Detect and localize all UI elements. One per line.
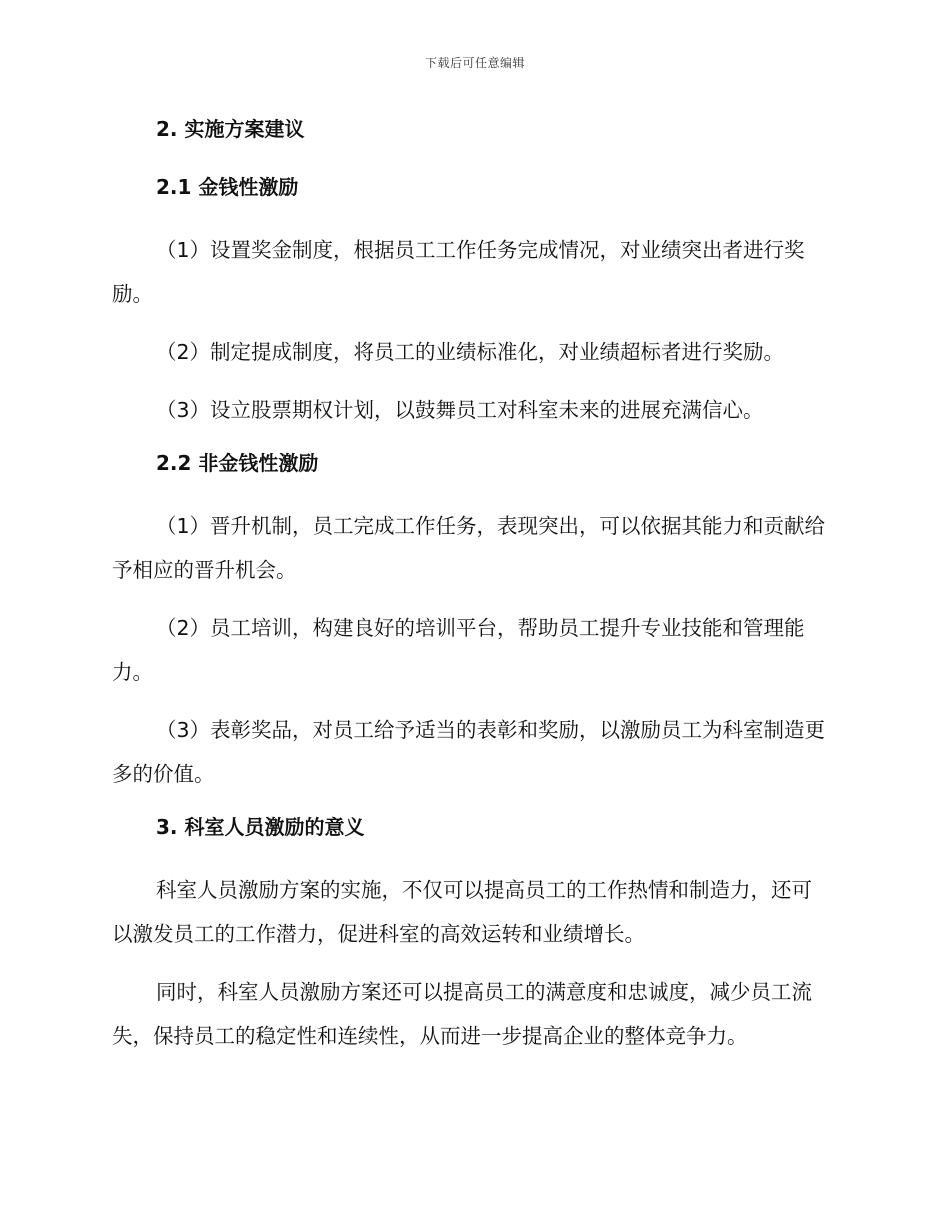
document-body bbox=[112, 112, 832, 1072]
paragraph-2-2-item-1: （1）晋升机制，员工完成工作任务，表现突出，可以依据其能力和贡献给予相应的晋升机会。 bbox=[112, 514, 826, 582]
paragraph-2-2-item-2: （2）员工培训，构建良好的培训平台，帮助员工提升专业技能和管理能力。 bbox=[112, 616, 805, 684]
paragraph-2-1-item-2: （2）制定提成制度，将员工的业绩标准化，对业绩超标者进行奖励。 bbox=[156, 340, 785, 364]
section-3-heading: 3. 科室人员激励的意义 bbox=[156, 815, 365, 839]
section-2-heading: 2. 实施方案建议 bbox=[156, 117, 305, 141]
paragraph-2-2-item-3: （3）表彰奖品，对员工给予适当的表彰和奖励，以激励员工为科室制造更多的价值。 bbox=[112, 718, 826, 786]
paragraph-3-1: 科室人员激励方案的实施，不仅可以提高员工的工作热情和制造力，还可以激发员工的工作潜力，促进科室的高效运转和业绩增长。 bbox=[112, 878, 812, 946]
page-header: 下载后可任意编辑 bbox=[424, 56, 525, 70]
section-2-2-heading: 2.2 非金钱性激励 bbox=[156, 451, 319, 475]
paragraph-2-1-item-3: （3）设立股票期权计划，以鼓舞员工对科室未来的进展充满信心。 bbox=[156, 398, 764, 422]
paragraph-2-1-item-1: （1）设置奖金制度，根据员工工作任务完成情况，对业绩突出者进行奖励。 bbox=[112, 238, 805, 306]
section-2-1-heading: 2.1 金钱性激励 bbox=[156, 175, 299, 199]
paragraph-3-2: 同时，科室人员激励方案还可以提高员工的满意度和忠诚度，减少员工流失，保持员工的稳定性和连续性，从而进一步提高企业的整体竞争力。 bbox=[112, 980, 812, 1048]
